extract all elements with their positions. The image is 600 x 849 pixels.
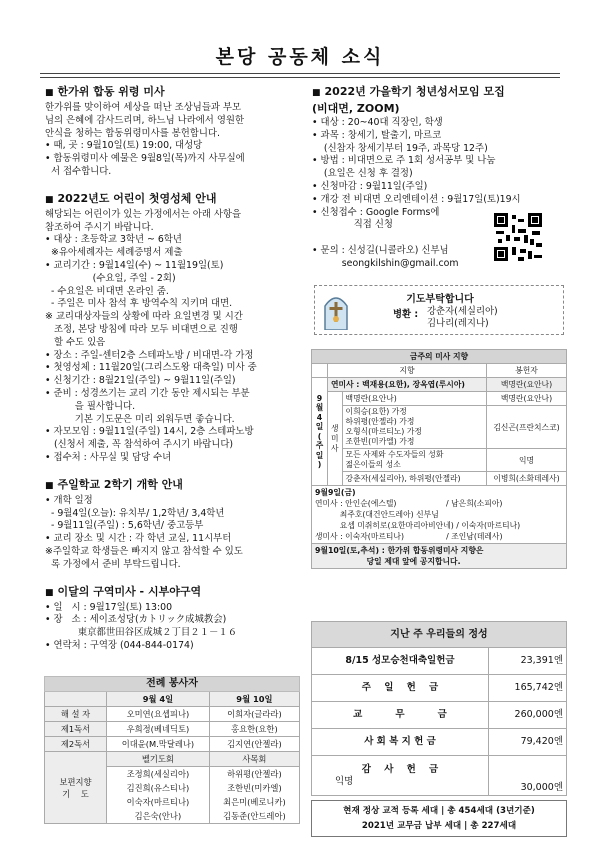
server-name: 이희자(글라라) [209,707,299,722]
square-icon: ■ [45,88,54,98]
prayer-request-title: 기도부탁합니다 [406,294,474,305]
section-chuseok-mass [45,84,302,179]
server-name: 김동준(안드레아) [209,809,299,824]
col-intention: 지향 [328,364,487,378]
mass-offerer: 백명란(요안나) [487,392,567,406]
section-heading: 2022년 가을학기 청년성서모임 모집 (비대면, ZOOM) [312,85,505,115]
prayer-request-box [314,285,564,335]
server-name: 김지연(안젤라) [209,737,299,752]
offering-label: 8/15 성모승천대축일헌금 [312,648,489,675]
section-heading: 주일학교 2학기 개학 안내 [57,477,183,491]
mass-title: 금주의 미사 지향 [312,350,567,364]
server-name: 오미연(요셉피나) [107,707,210,722]
square-icon: ■ [312,88,321,98]
section-body: • 일 시 : 9월17일(토) 13:00 • 장 소 : 세이죠성당(カトリック成城教会) 東京都世田谷区成城２丁目２１－１６ • 연락처 : 구역장 (044-844-0174) [45,601,238,651]
offering-label: 사 회 복 지 헌 금 [312,729,489,756]
server-name: 하위평(안젤라) [209,767,299,782]
section-body: • 개학 일정 - 9월4일(오늘): 유치부/ 1,2학년/ 3,4학년 - 9월11일(주일) : 5,6학년/ 중고등부 • 교리 장소 및 시간 : 각 학년 교실, 11시부터 ※주일학교 학생들은 빠지지 않고 참석할 수 있도 록 가정에서 준비 부탁드립니다. [45,494,243,570]
offering-amount: 165,742엔 [489,675,567,702]
servers-table [44,676,300,824]
group-name: 벨기도회 [107,752,210,767]
server-name: 김은숙(안나) [107,809,210,824]
server-name: 홍요한(요한) [209,722,299,737]
mass-date: 9 월 4 일 ( 주 일 ) [312,378,328,486]
title-rule-2 [40,77,560,78]
section-body: 해당되는 어린이가 있는 가정에서는 아래 사항을 참조하여 주시기 바랍니다. • 대상 : 초등학교 3학년 ~ 6학년 ※유아세례자는 세례증명서 제출 • 교리기간 : 9월14일(수) ~ 11월19일(토) (수요일, 주일 - 2회) - 수요일은 비대면 온라인 줌. - 주일은 미사 참석 후 방역수칙 지키며 대면. ※ 교리대상자들의 상황에 따라 요일변경 및 시간 조정, 본당 방침에 따라 모두 비대면으로 진행 할 수도 있음 • 장소 : 주일-센터2층 스테파노방 / 비대면-각 가정 • 첫영성체 : 11월20일(그리스도왕 대축일) 미사 중 • 신청기간 : 8월21일(주일) ~ 9월11일(주일) • 준비 : 성경쓰기는 교리 기간 동안 제시되는 부분 을 필사합니다. 기본 기도문은 미리 외워두면 좋습니다. • 자모모임 : 9월11일(주일) 14시, 2층 스테파노방 (신청서 제출, 꼭 참석하여 주시기 바랍니다) • 접수처 : 사무실 및 담당 수녀 [45,208,257,463]
square-icon: ■ [45,480,54,491]
col-date-2: 9월 10일 [209,692,299,707]
server-name: 조정희(세실리아) [107,767,210,782]
section-body: • 대상 : 20~40대 직장인, 학생 • 과목 : 창세기, 탈출기, 마르코 (신참자 창세기부터 19주, 과목당 12주) • 방법 : 비대면으로 주 1회 성서공부 및 나눔 (요일은 신청 후 결정) • 신청마감 : 9월11일(주일) • 개강 전 비대면 오리엔테이션 : 9월17일(토)19시 • 신청접수 : Google Forms에 직접 신청 • 문의 : 신성길(니콜라오) 신부님 seongkilshin@gmail.com [312,117,521,269]
group-name: 사목회 [209,752,299,767]
servers-title: 전례 봉사자 [45,677,300,692]
section-heading: 한가위 합동 위령 미사 [57,85,165,98]
role-label: 제1독서 [45,722,107,737]
title-rule [40,73,560,74]
offering-label: 주 일 헌 금 [312,675,489,702]
square-icon: ■ [45,587,54,598]
mass-intention: 연미사 : 안인순(에스텔) / 남은희(소피아) 최주호(대건안드레아) 신부님 요셉 미쥐히로(요한마리아비안네) / 이숙자(마르티나) 생미사 : 이숙자(마르티나) / 조인남(데레사) [315,499,521,541]
server-name: 이대윤(M.막달레나) [107,737,210,752]
mass-offerer: 김신곤(프란치스코) [487,406,567,449]
mass-intention: 모든 사제와 수도자들의 성화 젊은이들의 성소 [342,449,486,472]
mass-intention: 이희승(요한) 가정 하위평(안젤라) 가정 오형식(마르티노) 가정 조한빈(미카엘) 가정 [342,406,486,449]
server-name: 김진희(유스티나) [107,781,210,795]
server-name: 이숙자(마르티나) [107,795,210,809]
mass-type: 생 미 사 [328,392,343,486]
offering-sub: 익명 [335,775,354,787]
mass-note: 9월10일(토,추석) : 한가위 합동위령미사 지향은 당일 제대 앞에 공지합니다. [312,544,567,569]
section-first-communion [45,191,302,465]
offering-amount: 30,000엔 [489,756,567,796]
left-column [45,84,302,661]
mass-offerer: 이병희(소화데레사) [487,472,567,486]
offering-label: 교 무 금 [312,702,489,729]
server-name: 최은미(베로니카) [209,795,299,809]
mass-intention: 연미사 : 백재용(요한), 장옥엽(루시아) [328,378,487,392]
section-body: 한가위를 맞이하여 세상을 떠난 조상님들과 부모 님의 은혜에 감사드리며, 하느님 나라에서 영원한 안식을 청하는 합동위령미사를 봉헌합니다. • 때, 곳 : 9월10일(토) 19:00, 대성당 • 합동위령미사 예물은 9월8일(목)까지 사무실에 서 접수합니다. [45,102,245,177]
mass-date: 9월9일(금) [315,488,356,497]
offering-amount: 23,391엔 [489,648,567,675]
role-label: 보편지향 기 도 [45,752,107,824]
page-title: 본당 공동체 소식 [215,46,385,68]
col-date-1: 9월 4일 [107,692,210,707]
offering-table [311,621,567,796]
mass-intention: 백명란(요안나) [342,392,486,406]
offering-amount: 79,420엔 [489,729,567,756]
mass-offerer: 익명 [487,449,567,472]
offering-label: 감 사 헌 금 [361,763,439,775]
role-label: 제2독서 [45,737,107,752]
section-sunday-school [45,477,302,572]
section-heading: 2022년도 어린이 첫영성체 안내 [57,191,217,205]
stats-line-2: 2021년 교무금 납부 세대 | 총 227세대 [361,821,517,831]
mass-intention: 강춘자(세실리아), 하위평(안젤라) [342,472,486,486]
server-name: 조한빈(미카엘) [209,781,299,795]
household-stats [311,800,567,837]
col-offerer: 봉헌자 [487,364,567,378]
stats-line-1: 현재 정상 교적 등록 세대 | 총 454세대 (3년기준) [343,806,535,816]
mass-offerer: 백명란(요안나) [487,378,567,392]
prayer-request-label: 병환 : [393,309,419,320]
offering-amount: 260,000엔 [489,702,567,729]
role-label: 해 설 자 [45,707,107,722]
mass-intention-table [311,349,567,569]
prayer-request-names: 강춘자(세실리아) 김나리(레지나) [427,306,498,329]
offering-title: 지난 주 우리들의 정성 [312,622,567,648]
qr-code-icon[interactable] [494,213,542,261]
server-name: 우희정(베네딕토) [107,722,210,737]
section-heading: 이달의 구역미사 - 시부야구역 [57,584,202,598]
square-icon: ■ [45,194,54,205]
section-district-mass [45,584,302,653]
